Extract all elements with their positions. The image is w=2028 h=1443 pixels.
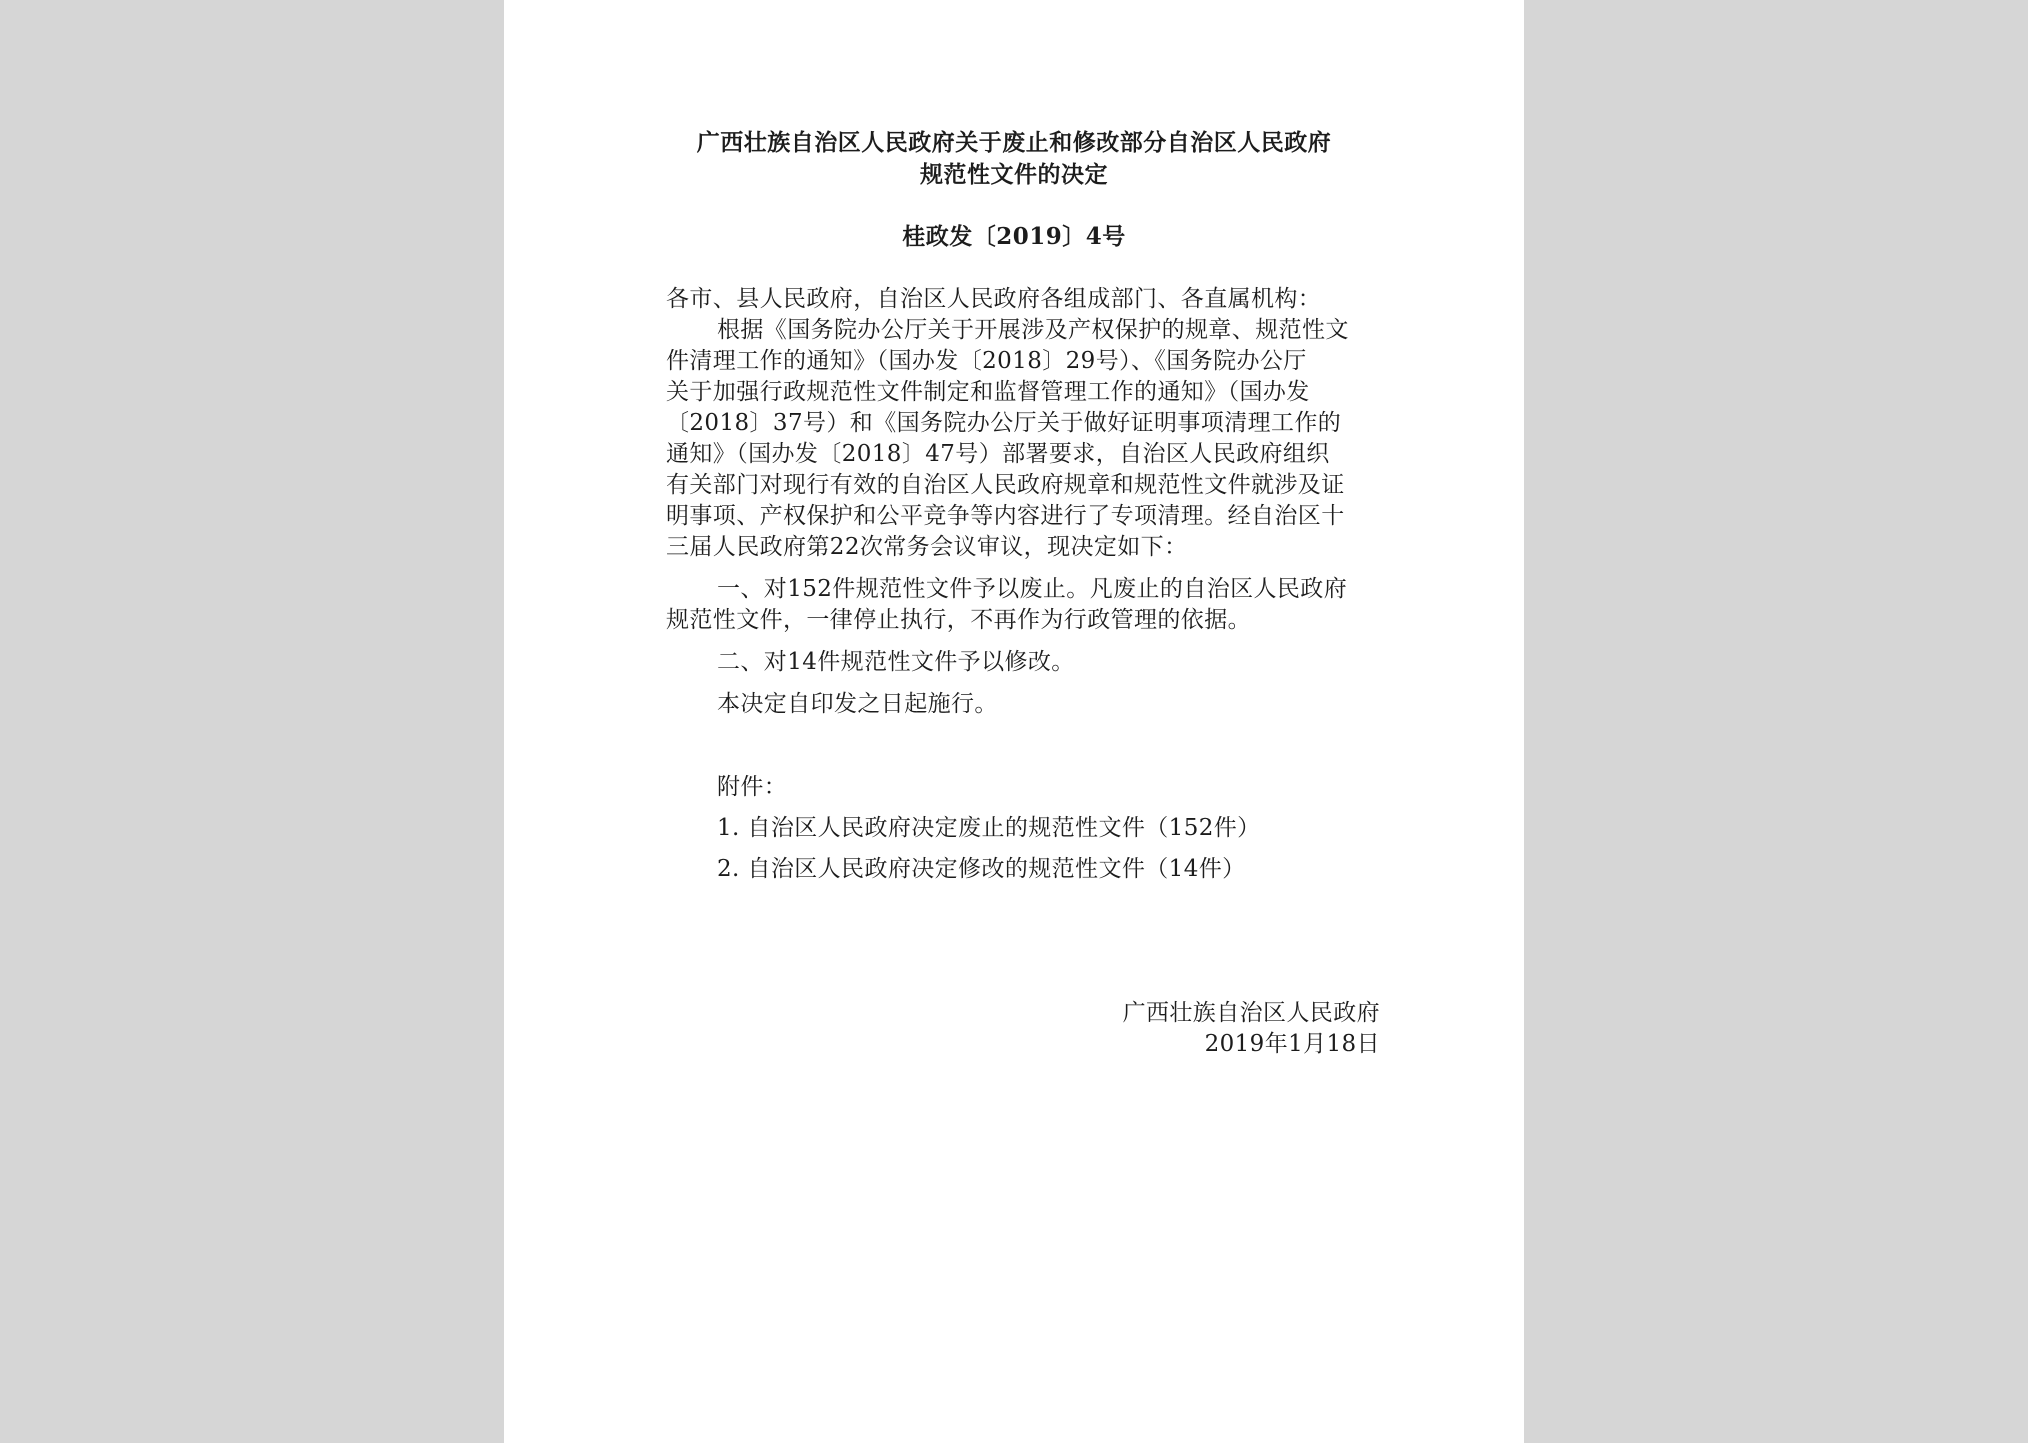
issue-date: 2019年1月18日 [1204,1031,1380,1057]
effective-date-note: 本决定自印发之日起施行。 [717,691,998,717]
paragraph-line: 三届人民政府第22次常务会议审议，现决定如下： [666,534,1188,560]
paragraph-line: 〔2018〕37号）和《国务院办公厅关于做好证明事项清理工作的 [666,410,1342,436]
paragraph-line: 件清理工作的通知》（国办发〔2018〕29号）、《国务院办公厅 [666,348,1307,374]
decision-item-2: 二、对14件规范性文件予以修改。 [717,649,1075,675]
attachment-item: 2. 自治区人民政府决定修改的规范性文件（14件） [717,856,1246,882]
decision-item-1-line: 规范性文件，一律停止执行，不再作为行政管理的依据。 [666,607,1251,633]
document-title-line-2: 规范性文件的决定 [920,161,1108,188]
document-number: 桂政发〔2019〕4号 [902,223,1126,250]
decision-item-1-line: 一、对152件规范性文件予以废止。凡废止的自治区人民政府 [717,576,1348,602]
paragraph-line: 明事项、产权保护和公平竞争等内容进行了专项清理。经自治区十 [666,503,1345,529]
paragraph-line: 通知》（国办发〔2018〕47号）部署要求，自治区人民政府组织 [666,441,1330,467]
document-page [504,0,1524,1443]
attachments-label: 附件： [717,774,788,800]
document-title-line-1: 广西壮族自治区人民政府关于废止和修改部分自治区人民政府 [696,129,1332,156]
addressee: 各市、县人民政府，自治区人民政府各组成部门、各直属机构： [666,286,1322,312]
paragraph-line: 有关部门对现行有效的自治区人民政府规章和规范性文件就涉及证 [666,472,1345,498]
paragraph-line: 关于加强行政规范性文件制定和监督管理工作的通知》（国办发 [666,379,1310,405]
attachment-item: 1. 自治区人民政府决定废止的规范性文件（152件） [717,815,1261,841]
paragraph-line: 根据《国务院办公厅关于开展涉及产权保护的规章、规范性文 [717,317,1349,343]
issuer-signature: 广西壮族自治区人民政府 [1122,1000,1380,1026]
